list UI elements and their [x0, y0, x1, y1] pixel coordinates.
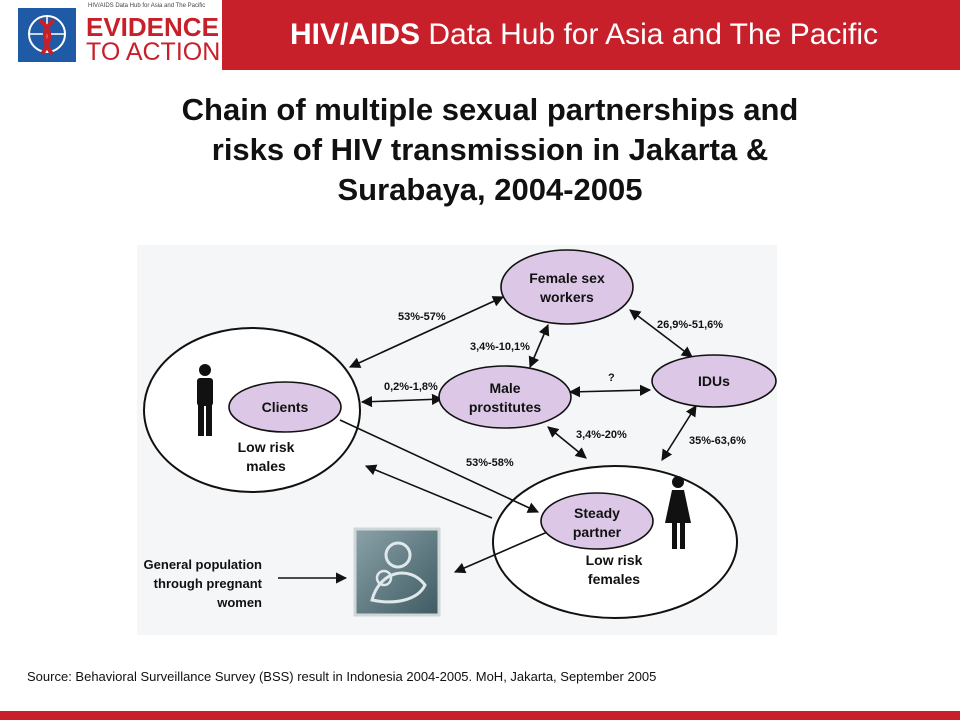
node-male-prostitutes [439, 366, 571, 428]
fsw-label-2: workers [540, 289, 594, 305]
label-fsw-idus: 26,9%-51,6% [657, 319, 724, 331]
mp-label-1: Male [489, 380, 521, 396]
node-steady-partner [541, 493, 653, 549]
idus-label: IDUs [698, 373, 730, 389]
gp-line-1: General population [143, 557, 262, 572]
source-citation: Source: Behavioral Surveillance Survey (BSS) result in Indonesia 2004-2005. MoH, Jakarta, September 2005 [27, 669, 657, 684]
label-clients-fsw: 53%-57% [398, 311, 446, 323]
title-line-3: Surabaya, 2004-2005 [337, 172, 643, 207]
logo-to-action: TO ACTION [86, 38, 221, 66]
label-mp-fsw: 3,4%-10,1% [470, 341, 530, 353]
mother-child-photo [355, 529, 439, 615]
title-line-2: risks of HIV transmission in Jakarta & [211, 132, 769, 167]
hub-title-bold: HIV/AIDS [290, 18, 421, 51]
gp-line-3: women [217, 595, 262, 610]
title-line-1: Chain of multiple sexual partnerships and [181, 92, 799, 127]
steady-label-1: Steady [574, 505, 620, 521]
label-idus-females: 35%-63,6% [689, 435, 746, 447]
label-clients-mp: 0,2%-1,8% [384, 381, 438, 393]
clients-label: Clients [261, 399, 309, 415]
females-group-label-1: Low risk [585, 552, 643, 568]
bottom-bar [0, 711, 960, 720]
label-mp-idus: ? [608, 372, 615, 384]
label-mp-females: 3,4%-20% [576, 429, 627, 441]
steady-label-2: partner [572, 524, 622, 540]
males-group-label-2: males [246, 458, 286, 474]
logo-evidence: EVIDENCE [86, 12, 219, 42]
logo-small-text: HIV/AIDS Data Hub for Asia and The Pacific [88, 3, 206, 9]
label-clients-steady: 53%-58% [466, 457, 514, 469]
mp-label-2: prostitutes [468, 399, 542, 415]
general-population-label [92, 555, 262, 612]
gp-line-2: through pregnant [153, 576, 262, 591]
males-group-label-1: Low risk [237, 439, 295, 455]
females-group-label-2: females [587, 571, 641, 587]
node-female-sex-workers [501, 250, 633, 324]
hub-title-rest: Data Hub for Asia and The Pacific [420, 18, 879, 51]
fsw-label-1: Female sex [529, 270, 605, 286]
